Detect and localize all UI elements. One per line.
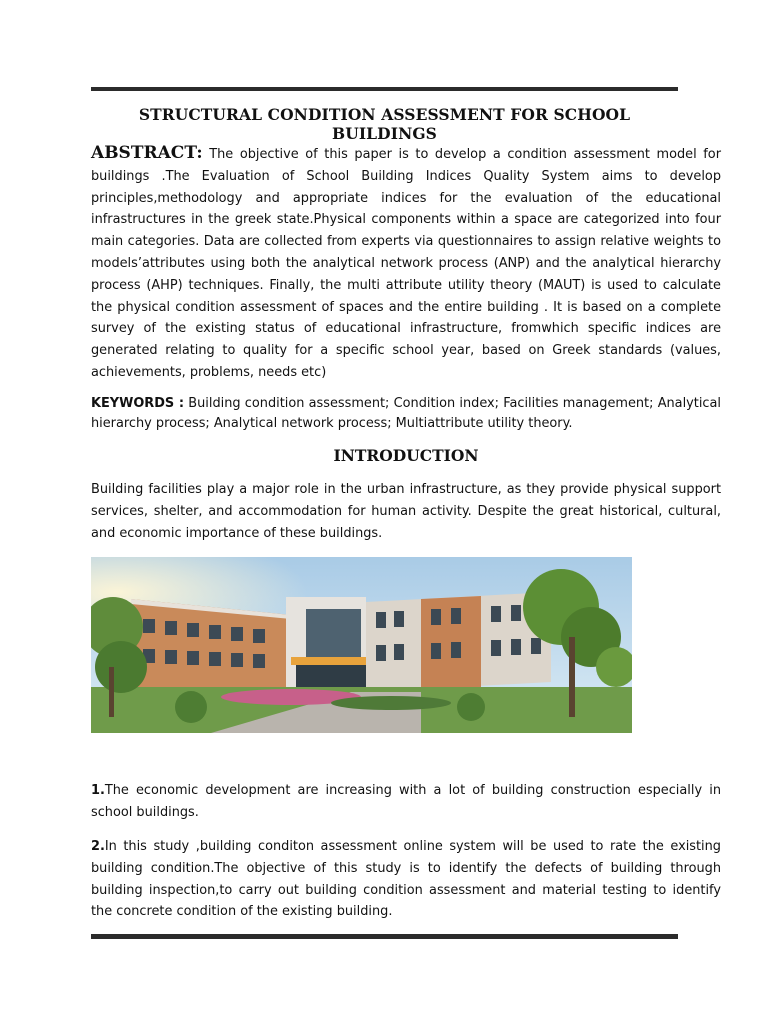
abstract-separator: : xyxy=(196,143,203,163)
point-1-text: The economic development are increasing with a lot of building construction especially in school buildings. xyxy=(91,783,721,820)
keywords-paragraph xyxy=(91,394,721,434)
abstract-text: The objective of this paper is to develop a condition assessment model for buildings .The Evaluation of School Building Indices Quality System aims to develop principles,methodology and appropriate indices for the evaluation of the educational infrastructures in the greek state.Physical components within a space are categorized into four main categories. Data are collected from experts via questionnaires to assign relative weights to models’attributes using both the analytical network process (ANP) and the analytical hierarchy process (AHP) techniques. Finally, the multi attribute utility theory (MAUT) is used to calculate the physical condition assessment of spaces and the entire building . It is based on a complete survey of the existing status of educational infrastructure, fromwhich specific indices are generated relating to quality for a specific school year, based on Greek standards (values, achievements, problems, needs etc) xyxy=(91,147,721,380)
abstract-paragraph xyxy=(91,143,721,384)
keywords-text: Building condition assessment; Condition index; Facilities management; Analytical hierarchy process; Analytical network process; Multiattribute utility theory. xyxy=(91,396,721,431)
document-title: STRUCTURAL CONDITION ASSESSMENT FOR SCHOOL BUILDINGS xyxy=(138,105,631,143)
point-1 xyxy=(91,780,721,824)
abstract-label: ABSTRACT xyxy=(91,143,197,163)
bottom-rule xyxy=(91,934,678,939)
top-rule xyxy=(91,87,678,91)
point-2-text: In this study ,building conditon assessment online system will be used to rate the existing building condition.The objective of this study is to identify the defects of building through building inspection,to carry out building condition assessment and material testing to identify the concrete condition of the existing building. xyxy=(91,839,721,920)
point-2-number: 2. xyxy=(91,839,105,854)
introduction-paragraph: Building facilities play a major role in the urban infrastructure, as they provide physical support services, shelter, and accommodation for human activity. Despite the great historical, cultural, and economic importance of these buildings. xyxy=(91,482,721,541)
introduction-heading: INTRODUCTION xyxy=(333,446,479,465)
keywords-label: KEYWORDS : xyxy=(91,396,185,411)
school-building-photo xyxy=(91,557,632,733)
point-1-number: 1. xyxy=(91,783,105,798)
point-2 xyxy=(91,836,721,923)
